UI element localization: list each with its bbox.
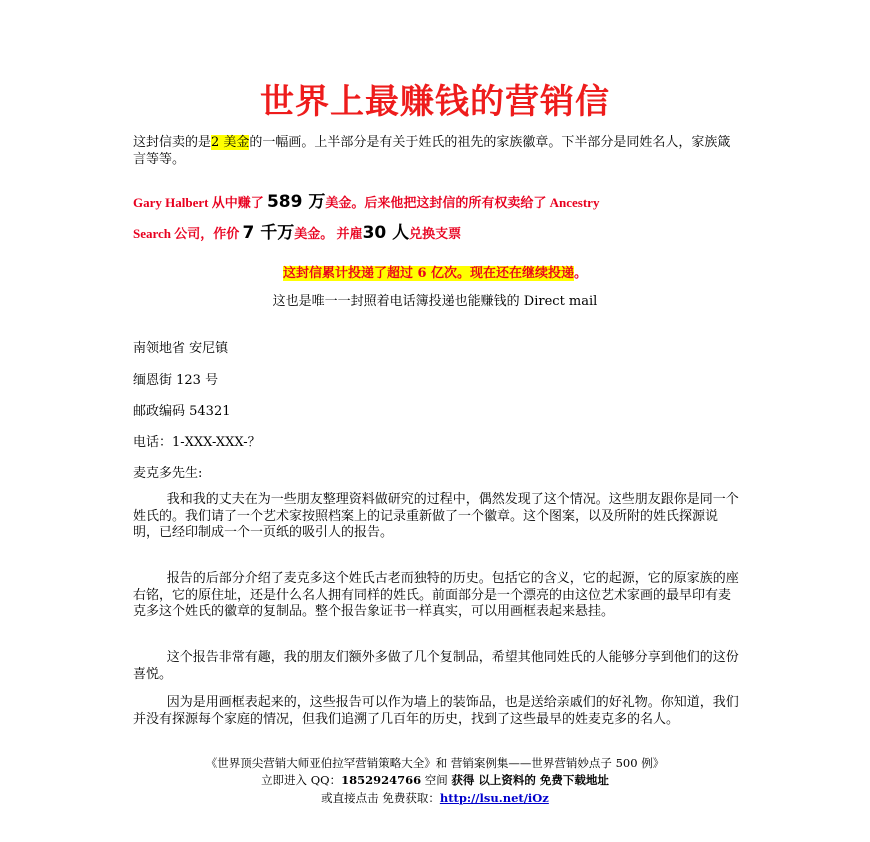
red-sale-line [133,218,773,243]
footer-download-text: 获得 以上资料的 免费下载地址 [451,773,609,787]
footer-qq-line [0,772,870,788]
intro-after: 的一幅画。上半部分是有关于姓氏的祖先的家族徽章。下半部分是同姓名人，家族箴言等等。 [133,135,731,167]
download-link[interactable]: http://lsu.net/iOz [439,791,549,805]
mailing-count-tail: 。 [574,266,588,281]
sale-price: 7 千万 [242,223,295,243]
direct-mail-line: 这也是唯一一封照着电话簿投递也能赚钱的 Direct mail [272,294,598,309]
letter-paragraph: 因为是用画框表起来的，这些报告可以作为墙上的装饰品，也是送给亲戚们的好礼物。你知道，我们并没有探源每个家庭的情况，但我们追溯了几百年的历史，找到了这些最早的姓麦克多的名人。 [133,695,739,727]
letter-paragraph: 这个报告非常有趣，我的朋友们额外多做了几个复制品，希望其他同姓氏的人能够分享到他们的这份喜悦。 [133,650,739,682]
page-title: 世界上最赚钱的营销信 [260,82,610,122]
red-line-2-c: 兑换支票 [409,226,462,241]
salutation: 麦克多先生: [133,466,203,481]
mailing-count-highlight: 这封信累计投递了超过 6 亿次。现在还在继续投递 [282,266,575,281]
red-line-2-a: Search 公司，作价 [133,226,240,241]
address-postcode: 邮政编码 54321 [133,404,231,419]
footer-link-prefix: 或直接点击 免费获取： [321,791,440,805]
red-line-2-b: 美金。 并雇 [294,226,363,241]
red-revenue-line [133,187,773,212]
address-phone: 电话：1-XXX-XXX-？ [133,435,261,450]
letter-paragraph: 我和我的丈夫在为一些朋友整理资料做研究的过程中，偶然发现了这个情况。这些朋友跟你是同一个姓氏的。我们请了一个艺术家按照档案上的记录重新做了一个徽章。这个图案，以及所附的姓氏探源说明，已经印制成一个一页纸的吸引人的报告。 [133,492,739,540]
footer-qq-space: 空间 [421,773,452,787]
staff-count: 30 人 [362,223,410,243]
address-street: 缅恩街 123 号 [133,373,219,388]
revenue-amount: 589 万 [266,192,326,212]
intro-paragraph [133,134,743,168]
footer-qq-prefix: 立即进入 QQ： [261,773,342,787]
price-highlight: 2 美金 [211,135,250,150]
letter-paragraph: 报告的后部分介绍了麦克多这个姓氏古老而独特的历史。包括它的含义，它的起源，它的原家族的座右铭，它的原住址，还是什么名人拥有同样的姓氏。前面部分是一个漂亮的由这位艺术家画的最早印有麦克多这个姓氏的徽章的复制品。整个报告象证书一样真实，可以用画框表起来悬挂。 [133,571,739,619]
red-line-1-b: 美金。后来他把这封信的所有权卖给了 Ancestry [325,195,600,210]
mailing-count-line [0,262,870,281]
footer-books-line: 《世界顶尖营销大师亚伯拉罕营销策略大全》和 营销案例集——世界营销妙点子 500 例》 [205,756,665,770]
address-province: 南领地省 安尼镇 [133,341,229,356]
qq-number: 1852924766 [341,773,422,787]
intro-before: 这封信卖的是 [133,135,212,150]
footer-link-line [0,790,870,806]
red-line-1-a: Gary Halbert 从中赚了 [133,195,264,210]
